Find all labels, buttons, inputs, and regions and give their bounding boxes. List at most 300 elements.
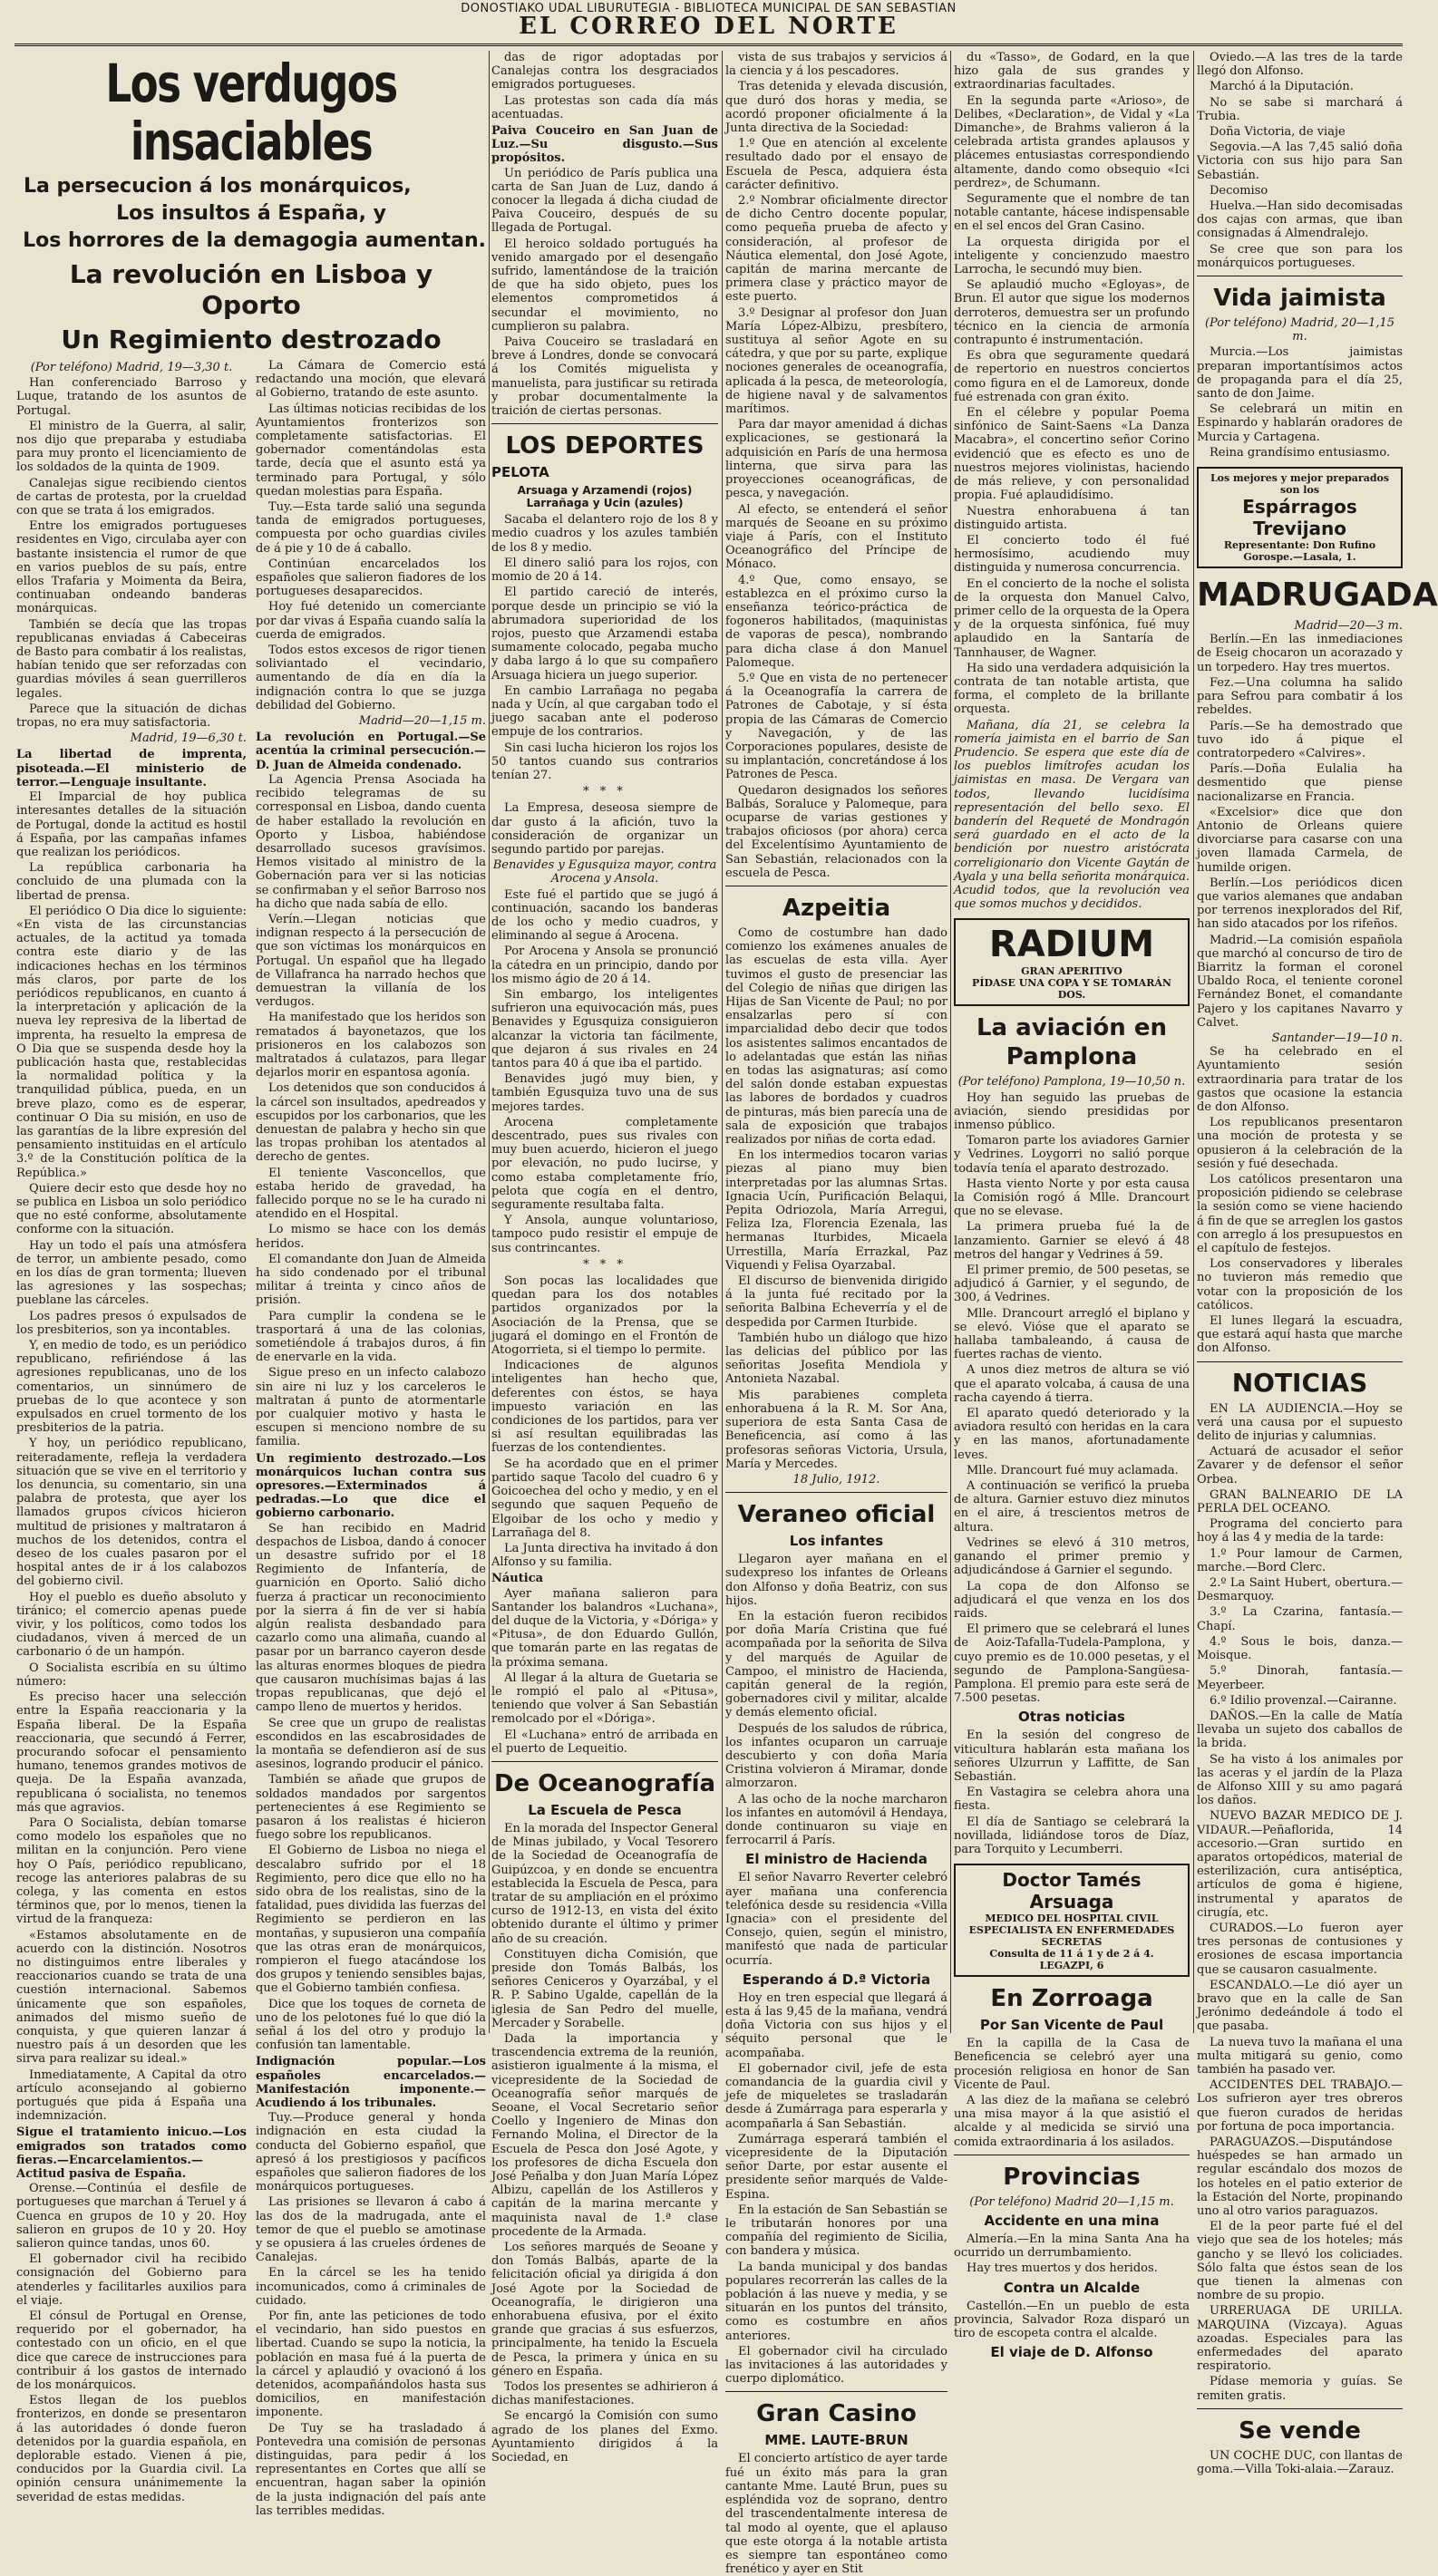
paragraph: El Imparcial de hoy publica interesantes detalles de la situación de Portugal, donde la actitud es hostil á España, por las campañas infames que realizan los periódicos.	[16, 790, 247, 859]
dateline: Madrid, 19—6,30 t.	[130, 731, 247, 746]
paragraph: La Junta directiva ha invitado á don Alfonso y su familia.	[491, 1541, 718, 1570]
masthead-rule	[15, 44, 1403, 46]
subheading: La revolución en Portugal.—Se acentúa la criminal persecución.—D. Juan de Almeida condenado.	[256, 731, 486, 772]
paragraph-group	[491, 1822, 718, 2465]
paragraph: Ha manifestado que los heridos son rematados á bayonetazos, que los prisioneros en los calabozos son maltratados á culatazos, para llegar dejarlos morir en espantosa agonía.	[256, 1011, 486, 1080]
paragraph: URRERUAGA DE URILLA. MARQUINA (Vizcaya). Aguas azoadas. Especiales para las enfermedades del aparato respiratorio.	[1197, 2304, 1403, 2374]
ad-line: Representante: Don Rufino Gorospe.—Lasala, 1.	[1223, 539, 1376, 564]
paragraph-group	[725, 51, 947, 880]
paragraph: CURADOS.—Lo fueron ayer tres personas de contusiones y erosiones de escasa importancia que se causaron casualmente.	[1197, 1921, 1403, 1977]
dateline: (Por teléfono) Madrid 20—1,15 m.	[969, 2194, 1174, 2209]
paragraph: Al efecto, se entenderá el señor marqués de Seoane en su próximo viaje á París, con el Instituto Oceanográfico del Príncipe de Mónaco.	[725, 502, 947, 572]
section-subtitle: Contra un Alcalde	[1003, 2279, 1141, 2296]
paragraph-group	[256, 773, 486, 1449]
paragraph: Sacaba el delantero rojo de los 8 y medio cuadros y los azules también de los 8 y medio.	[491, 513, 718, 555]
paragraph: Después de los saludos de rúbrica, los infantes ocuparon un carruaje descubierto y con doña María Cristina volvieron á Miramar, donde almorzaron.	[725, 1721, 947, 1791]
paragraph: Almería.—En la mina Santa Ana ha ocurrido un derrumbamiento.	[954, 2232, 1190, 2261]
lead-right-column	[256, 359, 486, 2520]
paragraph: La orquesta dirigida por el inteligente y concienzudo maestro Larrocha, le secundó muy bien.	[954, 235, 1190, 277]
paragraph: También se decía que las tropas republicanas enviadas á Cabeceiras de Basto para combatir á los realistas, habían tenido que ser reforzadas con guardias móviles á sean guerrilleros legales.	[16, 617, 247, 701]
paragraph: Murcia.—Los jaimistas preparan importantísimos actos de propaganda para el día 25, santo de don Jaime.	[1197, 345, 1403, 402]
section-title-madrugada: MADRUGADA	[1197, 576, 1438, 615]
subheading: Sigue el tratamiento inicuo.—Los emigrados son tratados como fieras.—Encarcelamientos.—Actitud pasiva de España.	[16, 2126, 247, 2181]
newspaper-title: EL CORREO DEL NORTE	[519, 13, 899, 40]
paragraph: EN LA AUDIENCIA.—Hoy se verá una causa por el supuesto delito de injurias y calumnias.	[1197, 1401, 1403, 1444]
paragraph: 6.º Idilio provenzal.—Cairanne.	[1210, 1693, 1397, 1708]
paragraph-group	[16, 376, 247, 730]
paragraph: Decomiso	[1210, 183, 1268, 198]
paragraph: La banda municipal y dos bandas populares recorrerán las calles de la población á las nueve y media, y se situarán en los puntos del tránsito, como es costumbre en años anteriores.	[725, 2260, 947, 2343]
paragraph: Es obra que seguramente quedará de repertorio en nuestros conciertos como figura en el de Lamoreux, donde fué estrenada con gran éxito.	[954, 349, 1190, 404]
paragraph: Berlín.—En las inmediaciones de Eseig chocaron un acorazado y un torpedero. Hay tres muertos.	[1197, 633, 1403, 674]
paragraph: Doña Victoria, de viaje	[1210, 125, 1346, 140]
section-subtitle: Por San Vicente de Paul	[979, 2017, 1164, 2034]
paragraph: Han conferenciado Barroso y Luque, tratando de los asuntos de Portugal.	[16, 376, 247, 418]
ad-title: RADIUM	[988, 924, 1155, 966]
section-subtitle-pelota: PELOTA	[491, 464, 549, 481]
paragraph: Y Ansola, aunque voluntarioso, tampoco pudo resistir el empuje de sus contrincantes.	[491, 1214, 718, 1255]
paragraph-group	[1197, 1402, 1403, 2403]
match-title: Benavides y Egusquiza mayor, contra Arocena y Ansola.	[492, 858, 717, 886]
paragraph: Arocena completamente descentrado, pues sus rivales con muy buen acuerdo, hicieron el juego por elevación, no pudo lucirse, y como estaba completamente frío, pelota que cogía en el dentro, seguramente resultaba falta.	[491, 1115, 718, 1213]
paragraph: La nueva tuvo la mañana el una multa mitigará su genio, como también ha pasado ver.	[1197, 2035, 1403, 2077]
subheading: Paiva Couceiro en San Juan de Luz.—Su disgusto.—Sus propósitos.	[491, 124, 718, 166]
paragraph: Se encargó la Comisión con sumo agrado de los planes del Exmo. Ayuntamiento dirigidos á la Sociedad, en	[491, 2409, 718, 2465]
section-title-zorroaga: En Zorroaga	[990, 1985, 1153, 2013]
paragraph: Los católicos presentaron una proposición pidiendo se celebrase la sesión como se viene haciendo á fin de que se arreglen los gastos con arreglo á los presupuestos en el capítulo de festejos.	[1197, 1173, 1403, 1256]
paragraph: Tuy.—Esta tarde salió una segunda tanda de emigrados portugueses, compuesta por ocho guardias civiles de á pie y 10 de á caballo.	[256, 500, 486, 556]
column-5	[1197, 51, 1438, 2477]
paragraph: Se cree que son para los monárquicos portugueses.	[1197, 242, 1403, 270]
section-title-se-vende: Se vende	[1239, 2416, 1361, 2445]
section-rule	[491, 423, 718, 424]
paragraph: La Agencia Prensa Asociada ha recibido telegramas de su corresponsal en Lisboa, dando cuenta de haber estallado la revolución en Oporto y Lisboa, habiéndose desarrollado sucesos gravísimos. Hemos visitado al ministro de la Gobernación para ver si las noticias se confirmaban y el señor Barroso nos ha dicho que nada sabía de ello.	[256, 772, 486, 911]
paragraph: Huelva.—Han sido decomisadas dos cajas con armas, que iban consignadas á Almendralejo.	[1197, 199, 1403, 241]
paragraph: Se ha visto á los animales por las aceras y el jardín de la Plaza de Alfonso XIII y su amo pagará los daños.	[1197, 1752, 1403, 1808]
paragraph: Zumárraga esperará también el vicepresidente de la Diputación señor Darte, por estar ausente el presidente señor marqués de Valde-Espina.	[725, 2132, 947, 2202]
paragraph: La copa de don Alfonso se adjudicará el que venza en los dos raids.	[954, 1579, 1190, 1621]
ad-line: LEGAZPI, 6	[1039, 1960, 1104, 1972]
paragraph: Tomaron parte los aviadores Garnier y Vedrines. Loygorri no salió porque todavía tenía el aparato destrozado.	[954, 1134, 1190, 1176]
paragraph: Llegaron ayer mañana en el sudexpreso los infantes de Orleans don Alfonso y doña Beatriz, con sus hijos.	[725, 1553, 947, 1608]
dateline: Madrid—20—1,15 m.	[358, 714, 486, 729]
paragraph: En la segunda parte «Arioso», de Delibes, «Declaration», de Vidal y «La Dimanche», de Brahms valieron á la celebrada artista grandes aplausos y plácemes entusiastas correspondiendo altamente, dando como obsequio «Ici perdrez», de Schumann.	[954, 93, 1190, 190]
masthead	[0, 0, 1417, 47]
paragraph: Benavides jugó muy bien, y también Egusquiza tuvo una de sus mejores tardes.	[491, 1072, 718, 1114]
paragraph: DAÑOS.—En la calle de Matía llevaba un sujeto dos caballos de la brida.	[1197, 1709, 1403, 1751]
paragraph-group	[1197, 51, 1403, 270]
paragraph: A continuación se verificó la prueba de altura. Garnier estuvo diez minutos en el aire, á trescientos metros de altura.	[954, 1479, 1190, 1535]
paragraph: Vedrines se elevó á 310 metros, ganando el primer premio y adjudicándose á Garnier el segundo.	[954, 1535, 1190, 1578]
paragraph: Verín.—Llegan noticias que indignan respecto á la persecución de que son víctimas los monárquicos en Portugal. Un español que ha llegado de Villafranca ha narrado hechos que demuestran la villanía de los verdugos.	[256, 912, 486, 1010]
paragraph: Inmediatamente, A Capital da otro artículo aconsejando al gobierno portugués que pida á España una indemnización.	[16, 2068, 247, 2124]
paragraph: 2.º La Saint Hubert, obertura.—Desmarquoy.	[1197, 1576, 1403, 1604]
paragraph: Castellón.—En un pueblo de esta provincia, Salvador Roza disparó un tiro de escopeta contra el alcalde.	[954, 2299, 1190, 2340]
paragraph: Es preciso hacer una selección entre la España reaccionaria y la España liberal. De la España reaccionaria, que secundó á Ferrer, procurando sofocar el pensamiento humano, tenemos grandes motivos de queja. De la España avanzada, republicana ó socialista, no tenemos más que agravios.	[16, 1690, 247, 1815]
section-subtitle: Los infantes	[789, 1533, 884, 1550]
paragraph: El periódico O Dia dice lo siguiente: «En vista de las circunstancias actuales, de la actitud ya tomada contra este diario y de las indicaciones hechas en los términos más claros, por parte de los periódicos republicanos, en cuanto á la interpretación y aplicación de la nueva ley represiva de la libertad de imprenta, ha resuelto la empresa de O Dia que se suspenda desde hoy la publicación hasta que, restablecidas la normalidad política y la tranquilidad pública, pueda, en un breve plazo, como es de esperar, continuar O Dia su misión, en uso de las garantías de la libre expresión del pensamiento instituidas en el artículo 3.º de la Constitución política de la República.»	[16, 904, 247, 1180]
paragraph: Se cree que un grupo de realistas escondidos en las escabrosidades de la montaña se defendieron así de sus asesinos, logrando producir el pánico.	[256, 1716, 486, 1772]
paragraph: «Excelsior» dice que don Antonio de Orleans quiere divorciarse para casarse con una joven llamada Carmela, de humilde origen.	[1197, 805, 1403, 875]
paragraph: En la cárcel se les ha tenido incomunicados, como á criminales de cuidado.	[256, 2266, 486, 2308]
paragraph-group	[16, 790, 247, 2123]
paragraph: El concierto artístico de ayer tarde fué un éxito más para la gran cantante Mme. Lauté Brun, pues su espléndida voz de soprano, dentro del trascendentalmente interesa de tal modo al oyente, que el aplauso que este otorga á la notable artista es siempre tan espontáneo como frenético y ayer en Stit	[725, 2452, 947, 2576]
section-title-provincias: Provincias	[1003, 2163, 1141, 2191]
paragraph: Nuestra enhorabuena á tan distinguido artista.	[954, 504, 1190, 532]
section-subtitle: Accidente en una mina	[984, 2212, 1160, 2229]
paragraph: El comandante don Juan de Almeida ha sido condenado por el tribunal militar á treinta y cinco años de prisión.	[256, 1252, 486, 1308]
section-rule	[491, 1761, 718, 1762]
paragraph: 3.º La Czarina, fantasía.—Chapí.	[1197, 1605, 1403, 1633]
paragraph: Y, en medio de todo, es un periódico republicano, refiriéndose á las agresiones republicanas, uno de los comentarios, un sinnúmero de pruebas de lo que acontece y son expulsados en cruel tormento de los presbiterios de la patria.	[16, 1339, 247, 1436]
paragraph: No se sabe si marchará á Trubia.	[1197, 95, 1403, 123]
paragraph: ACCIDENTES DEL TRABAJO.—Los sufrieron ayer tres obreros que fueron curados de heridas por fortuna de poca importancia.	[1197, 2078, 1403, 2134]
paragraph-group	[256, 2111, 486, 2518]
paragraph: El señor Navarro Reverter celebró ayer mañana una conferencia telefónica desde su residencia «Villa Ignacia» con el presidente del Consejo, quien, según el ministro, manifestó que nada de particular ocurría.	[725, 1871, 947, 1968]
separator: * * *	[583, 785, 627, 799]
paragraph-group	[491, 51, 718, 121]
ad-title: Doctor Tamés Arsuaga	[1002, 1869, 1142, 1913]
subheading: Indignación popular.—Los españoles encarcelados.—Manifestación imponente.—Acudiendo á los tribunales.	[256, 2055, 486, 2110]
paragraph: En el célebre y popular Poema sinfónico de Saint-Saens «La Danza Macabra», el concertino señor Corino evidenció que es efecto es uno de nuestros mejores violinistas, haciendo de más relieve, y con personalidad propia. Fué aplaudidísimo.	[954, 406, 1190, 503]
paragraph: Se ha acordado que en el primer partido saque Tacolo del cuadro 6 y Goicoechea del ocho y medio, y en el segundo que saquen Pequeño de Elgoibar de los ocho y medio y Larrañaga del 8.	[491, 1457, 718, 1540]
paragraph: Dice que los toques de corneta de uno de los pelotones fué lo que dió la señal á los del otro y produjo la confusión tan lamentable.	[256, 1997, 486, 2053]
paragraph-group	[725, 2452, 947, 2576]
ad-line: Consulta de 11 á 1 y de 2 á 4.	[989, 1948, 1154, 1961]
column-4	[954, 51, 1190, 2361]
paragraph: Fez.—Una columna ha salido para Sefrou para combatir á los rebeldes.	[1197, 675, 1403, 718]
paragraph: Actuará de acusador el señor Zavarer y de defensor el señor Orbea.	[1197, 1445, 1403, 1487]
paragraph: Orense.—Continúa el desfile de portugueses que marchan á Teruel y á Cuenca en grupos de 10 y 20. Hoy salieron en grupos de 10 y 20. Hoy salieron quince tandas, unos 60.	[16, 2182, 247, 2252]
paragraph: Las protestas son cada día más acentuadas.	[491, 93, 718, 121]
paragraph: Ha sido una verdadera adquisición la contrata de tan notable artista, que forma, el completo de la brillante orquesta.	[954, 661, 1190, 717]
lead-headline: Los verdugos insaciables	[105, 53, 397, 172]
paragraph: La Empresa, deseosa siempre de dar gusto á la afición, tuvo la consideración de organizar un segundo partido por parejas.	[491, 801, 718, 857]
paragraph: De Tuy se ha trasladado á Pontevedra una comisión de personas distinguidas, para pedir á los representantes en Cortes que allí se encuentran, hagan saber la opinión de la justa indignación del país ante las terribles medidas.	[256, 2421, 486, 2518]
paragraph: Se celebrará un mitin en Espinardo y hablarán oradores de Murcia y Cartagena.	[1197, 402, 1403, 444]
paragraph: Para dar mayor amenidad á dichas explicaciones, se gestionará la adquisición en París de una hermosa linterna, que sirva para las proyecciones oceanográficas, de pesca, y navegación.	[725, 418, 947, 501]
paragraph: Las prisiones se llevaron á cabo á las dos de la madrugada, ante el temor de que el pueblo se amotinase y se opusiera á las crueles órdenes de Canalejas.	[256, 2195, 486, 2265]
esparragos-advertisement	[1197, 467, 1403, 568]
paragraph: Oviedo.—A las tres de la tarde llegó don Alfonso.	[1197, 51, 1403, 79]
paragraph: El dinero salió para los rojos, con momio de 20 á 14.	[491, 556, 718, 585]
match-title: Arsuaga y Arzamendi (rojos) Larrañaga y Ucin (azules)	[517, 484, 693, 510]
paragraph: Por Arocena y Ansola se pronunció la cátedra en un principio, dando por los mismo ágio de 20 á 14.	[491, 944, 718, 986]
paragraph: 1.º Que en atención al excelente resultado dado por el ensayo de Escuela de Pesca, adquiera ésta carácter definitivo.	[725, 137, 947, 192]
doctor-advertisement	[954, 1864, 1190, 1977]
paragraph: Reina grandísimo entusiasmo.	[1210, 445, 1391, 460]
paragraph: El primero que se celebrará el lunes de Aoiz-Tafalla-Tudela-Pamplona, y cuyo premio es de 10.000 pesetas, y el segundo de Pamplona-Sangüesa-Pamplona. El premio para este será de 7.500 pesetas.	[954, 1622, 1190, 1706]
paragraph-group	[954, 2300, 1190, 2341]
section-subtitle: Otras noticias	[1018, 1709, 1125, 1726]
paragraph: das de rigor adoptadas por Canalejas contra los desgraciados emigrados portugueses.	[491, 51, 718, 92]
paragraph: Quiere decir esto que desde hoy no se publica en Lisboa un solo periódico que no esté conforme, absolutamente conforme con la situación.	[16, 1181, 247, 1237]
paragraph: Paiva Couceiro se trasladará en breve á Londres, donde se convocará á los Comités miguelista y manuelista, para justificar su retirada y probar documentalmente la traición de ciertas personas.	[491, 335, 718, 419]
paragraph: Marchó á la Diputación.	[1210, 80, 1354, 94]
section-subtitle: MME. LAUTE-BRUN	[764, 2432, 908, 2449]
paragraph-group	[954, 1091, 1190, 1706]
paragraph: La Cámara de Comercio está redactando una moción, que elevará al Gobierno, tratando de este asunto.	[256, 359, 486, 401]
section-title-noticias: NOTICIAS	[1231, 1367, 1368, 1398]
ad-title: Espárragos Trevijano	[1242, 496, 1357, 540]
paragraph: En la estación de San Sebastián se le tributarán honores por una compañía del regimiento de Sicilia, con bandera y música.	[725, 2203, 947, 2259]
section-subtitle: Esperando á D.ª Victoria	[742, 1971, 931, 1988]
paragraph: ESCANDALO.—Le dió ayer un bravo que en la calle de San Jerónimo dedeándole á todo el que pasaba.	[1197, 1978, 1403, 2034]
ad-line: ESPECIALISTA EN ENFERMEDADES SECRETAS	[968, 1924, 1175, 1949]
section-subtitle: El ministro de Hacienda	[745, 1851, 928, 1868]
paragraph: 3.º Designar al profesor don Juan María López-Albizu, presbítero, sustituya al señor Agote en su cátedra, y que por su parte, explique nociones generales de oceanografía, aplicada á la pesca, de meteorología, de higiene naval y de salvamentos marítimos.	[725, 305, 947, 417]
paragraph: 4.º Que, como ensayo, se establezca en el próximo curso la enseñanza teórico-práctica de fogoneros habilitados, (maquinistas de vaporas de pesca), nombrando para dicha clase á don Manuel Palomeque.	[725, 573, 947, 670]
paragraph-group	[725, 926, 947, 1471]
paragraph: El de la peor parte fué el del viejo que sea de los hoteles; más gancho y se llevó los coliciades. Sólo falta que éstos sean de los que tienen la almenas con nombre de su propio.	[1197, 2220, 1403, 2303]
paragraph: A unos diez metros de altura se vió que el aparato volcaba, á causa de una racha cayendo á tierra.	[954, 1363, 1190, 1405]
paragraph: Entre los emigrados portugueses residentes en Vigo, circulaba ayer con bastante insistencia el rumor de que en varios pueblos de su país, entre ellos Trafaria y Moimenta da Beira, continuaban ondeando banderas monárquicas.	[16, 519, 247, 616]
section-subtitle: La Escuela de Pesca	[528, 1801, 682, 1818]
paragraph: También hubo un diálogo que hizo las delicias del público por las señoritas Josefita Mendiola y Antonieta Nazabal.	[725, 1331, 947, 1387]
paragraph: vista de sus trabajos y servicios á la ciencia y á los pescadores.	[725, 51, 947, 79]
dateline: (Por teléfono) Pamplona, 19—10,50 n.	[957, 1075, 1186, 1089]
paragraph: Pídase memoria y guías. Se remiten gratis.	[1197, 2375, 1403, 2403]
paragraph: Continúan encarcelados los españoles que salieron fiadores de los portugueses desaparecidos.	[256, 557, 486, 599]
paragraph: «Estamos absolutamente en de acuerdo con la distinción. Nosotros no distinguimos entre liberales y reaccionarios cuando se trata de una cuestión internacional. Sabemos únicamente que son españoles, animados del mismo sueño de conquista, y que quieren lanzar á nuestro país á un desorden que les sirva para realizar su ideal.»	[16, 1928, 247, 2067]
section-rule	[1197, 2408, 1403, 2409]
column-2	[491, 51, 718, 2465]
paragraph: El gobernador civil ha circulado las invitaciones á las autoridades y cuerpo diplomático.	[725, 2344, 947, 2387]
paragraph-group	[491, 167, 718, 419]
radium-advertisement	[954, 918, 1190, 1006]
dateline: Santander—19—10 n.	[1271, 1031, 1403, 1045]
paragraph: Los conservadores y liberales no tuvieron más remedio que votar con la proposición de los católicos.	[1197, 1257, 1403, 1312]
jaimista-announcement: Mañana, día 21, se celebra la romería jaimista en el barrio de San Prudencio. Se espera que este día de los pueblos limítrofes acudan los jaimistas en masa. De Vergara van todos, llevando lucidísima representación del bello sexo. El banderín del Requeté de Mondragón será guardado en el acto de la bendición por nuestro aristócrata correligionario don Vicente Gaytán de Ayala y una bella señorita monárquica. Acudid todos, que la revolución vea que somos muchos y decididos.	[954, 718, 1190, 912]
paragraph-group	[954, 2037, 1190, 2149]
paragraph: A las diez de la mañana se celebró una misa mayor á la que asistió el alcalde y al medicida se sirvió una comida extraordinaria á los asilados.	[954, 2093, 1190, 2149]
paragraph-group	[16, 2182, 247, 2504]
paragraph: El concierto todo él fué hermosísimo, acudiendo muy distinguida y numerosa concurrencia.	[954, 533, 1190, 576]
subheading: La libertad de imprenta, pisoteada.—El ministerio de terror.—Lenguaje insultante.	[16, 748, 247, 789]
paragraph: En el concierto de la noche el solista de la orquesta don Manuel Calvo, primer cello de la orquesta de la Opera y de la orquesta sinfónica, fué muy aplaudido en la Santaría de Tannhauser, de Wagner.	[954, 576, 1190, 660]
column-rule	[489, 51, 490, 2033]
section-title-casino: Gran Casino	[756, 2400, 917, 2428]
paragraph: Sigue preso en un infecto calabozo sin aire ni luz y los carceleros le maltratan á punto de atormentarle por cualquier motivo y hasta le escupen si menciono nombre de su familia.	[256, 1366, 486, 1449]
paragraph: También se añade que grupos de soldados mandados por sargentos pertenecientes á ese Regimiento se pasaron á los realistas é hicieron fuego sobre los republicanos.	[256, 1773, 486, 1843]
dateline: (Por teléfono) Madrid, 20—1,15 m.	[1204, 316, 1395, 344]
paragraph: Parece que la situación de dichas tropas, no era muy satisfactoria.	[16, 702, 247, 731]
section-title-oceanografia: De Oceanografía	[493, 1769, 716, 1797]
section-rule	[725, 1492, 947, 1493]
paragraph: GRAN BALNEARIO DE LA PERLA DEL OCEANO.	[1197, 1487, 1403, 1516]
paragraph-group	[491, 1274, 718, 1569]
paragraph: A las ocho de la noche marcharon los infantes en automóvil á Hendaya, donde continuaron su viaje en ferrocarril á París.	[725, 1792, 947, 1848]
ad-line: GRAN APERITIVO	[1021, 965, 1122, 978]
paragraph: Por fin, ante las peticiones de todo el vecindario, han sido puestos en libertad. Cuando se supo la noticia, la población en masa fué á la puerta de la cárcel y aplaudió y ovacionó á los detenidos, acompañándolos hasta sus domicilios, en manifestación imponente.	[256, 2310, 486, 2420]
paragraph: Este fué el partido que se jugó á continuación, sacando los banderas de los ocho y medio cuadros, y eliminando al segue á Arocena.	[491, 887, 718, 944]
paragraph-group	[954, 1729, 1190, 1856]
column-3	[725, 51, 948, 2576]
paragraph: 5.º Dinorah, fantasía.—Meyerbeer.	[1197, 1664, 1403, 1692]
paragraph: El aparato quedó deteriorado y la aviadora resultó con heridas en la cara y en las manos, afortunadamente leves.	[954, 1407, 1190, 1462]
paragraph-group	[725, 1871, 947, 1967]
paragraph: Para cumplir la condena se le trasportará á una de las colonias, sometiéndole á trabajos duros, á fin de enervarle en la vida.	[256, 1309, 486, 1365]
paragraph: En la morada del Inspector General de Minas jubilado, y Vocal Tesorero de la Sociedad de Oceanografía de Guipúzcoa, y en donde se encuentra establecida la Escuela de Pesca, para tratar de su ampliación en el próximo curso de 1912-13, en vista del éxito obtenido durante el último y primer año de su creación.	[491, 1821, 718, 1946]
paragraph: Sin embargo, los inteligentes sufrieron una equivocación más, pues Benavides y Egusquiza consiguieron alcanzar la victoria tan fácilmente, que dejaron á sus rivales en 24 tantos para 40 á que iba el partido.	[491, 987, 718, 1070]
paragraph: O Socialista escribía en su último número:	[16, 1661, 247, 1689]
paragraph-group	[954, 51, 1190, 717]
section-rule	[1197, 1361, 1403, 1362]
paragraph: El «Luchana» entró de arribada en el puerto de Lequeitio.	[491, 1728, 718, 1756]
paragraph: Al llegar á la altura de Guetaria se le rompió el palo al «Pitusa», teniendo que volver á San Sebastián remolcado por el «Dóriga».	[491, 1671, 718, 1727]
section-subtitle: El viaje de D. Alfonso	[990, 2344, 1153, 2361]
paragraph: Mlle. Drancourt arregló el biplano y se elevó. Vióse que el aparato se hallaba tambaleando, á causa de fuertes rachas de viento.	[954, 1306, 1190, 1362]
paragraph: Hasta viento Norte y por esta causa la Comisión rogó á Mlle. Drancourt que no se elevase.	[954, 1177, 1190, 1219]
ad-line: MEDICO DEL HOSPITAL CIVIL	[985, 1913, 1159, 1925]
paragraph: Como de costumbre han dado comienzo los exámenes anuales de las escuelas de esta villa. Ayer tuvimos el gusto de presenciar las del Colegio de niñas que dirigen las Hijas de San Vicente de Paul; no por ensalzarlas pero sí con imparcialidad debo decir que todos los asistentes salimos encantados de lo adelantadas que están las niñas en todas las asignaturas; así como del salón donde estaban expuestas las labores de bordados y cuadros de pinturas, más bien parecía una de sala de exposición que trabajos realizados por niñas de corta edad.	[725, 925, 948, 1148]
paragraph-group	[256, 1522, 486, 2053]
paragraph: Los detenidos que son conducidos á la cárcel son insultados, apedreados y escupidos por los carbonarios, que les denuestan de palabra y hecho sin que las tropas prohiban los atentados al derecho de gentes.	[256, 1081, 486, 1165]
paragraph: Las últimas noticias recibidas de los Ayuntamientos fronterizos son completamente satisfactorias. El gobernador comentándolas esta tarde, decía que el asunto está ya terminado para Portugal, y sólo quedan molestias para España.	[256, 402, 486, 499]
paragraph: En la sesión del congreso de viticultura hablarán esta mañana los señores Ulzurrun y Laffitte, de San Sebastián.	[954, 1729, 1190, 1784]
paragraph: Ayer mañana salieron para Santander los balandros «Luchana», del duque de la Victoria, y «Dóriga» y «Pitusa», de don Eduardo Gullón, que tomarán parte en las regatas de la próxima semana.	[491, 1586, 718, 1670]
paragraph: 5.º Que en vista de no pertenecer á la Oceanografía la carrera de Patrones de Cabotaje, y sí ésta propia de las Cámaras de Comercio y Navegación, y de las Corporaciones populares, desiste de su implantación, concretándose á los Patrones de Pesca.	[725, 671, 947, 782]
dateline: 18 Julio, 1912.	[792, 1472, 880, 1487]
paragraph: El Gobierno de Lisboa no niega el descalabro sufrido por el 18 Regimiento, pero dice que ello no ha sido obra de los realistas, sino de la fatalidad, pues dividida las fuerzas del Regimiento se perdieron en las montañas, y supusieron una compañía que las otras eran de monárquicos, rompieron el fuego atacándose los dos grupos y teniendo sensibles bajas, que el Gobierno también confiesa.	[256, 1844, 486, 1996]
paragraph: En la estación fueron recibidos por doña María Cristina que fué acompañada por la señorita de Silva y del marqués de Aguilar de Campoo, el ministro de Hacienda, capitán general de la región, gobernadores civil y militar, alcalde y demás elemento oficial.	[725, 1609, 947, 1720]
lead-left-column	[16, 359, 247, 2520]
paragraph: Mis parabienes completa enhorabuena á la R. M. Sor Ana, superiora de esta Santa Casa de Beneficencia, así como á las profesoras señoras Victoria, Ursula, María y Mercedes.	[725, 1388, 947, 1471]
paragraph: Indicaciones de algunos inteligentes han hecho que, deferentes con éstos, se haya impuesto variación en las condiciones de los partidos, para ver si así resultan equilibradas las fuerzas de los contendientes.	[491, 1359, 718, 1456]
paragraph: Tuy.—Produce general y honda indignación en esta ciudad la conducta del Gobierno español, que apresó á los prestigiosos y pacíficos españoles que salieron fiadores de los monárquicos portugueses.	[256, 2111, 486, 2194]
subheading: Náutica	[491, 1572, 544, 1586]
paragraph: Hoy en tren especial que llegará á esta á las 9,45 de la mañana, vendrá doña Victoria con sus hijos y el séquito personal que le acompañaba.	[725, 1990, 947, 2060]
paragraph-group	[491, 801, 718, 857]
paragraph: Hoy el pueblo es dueño absoluto y tiránico; el comercio apenas puede vivir, y los políticos, como todos los ciudadanos, viven á merced de un carbonario ó de un hampón.	[16, 1590, 247, 1660]
paragraph: Tras detenida y elevada discusión, que duró dos horas y media, se acordó proponer oficialmente á la Junta directiva de la Sociedad:	[725, 80, 947, 136]
paragraph: París.—Doña Eulalia ha desmentido que piense nacionalizarse en Francia.	[1197, 762, 1403, 804]
paragraph: Hoy fué detenido un comerciante por dar vivas á España cuando salía la cuerda de emigrados.	[256, 600, 486, 642]
paragraph: Sin casi lucha hicieron los rojos los 50 tantos cuando sus contrarios tenían 27.	[491, 741, 718, 782]
paragraph: París.—Se ha demostrado que tuvo ido á pique el contratorpedero «Calvires».	[1197, 719, 1403, 760]
paragraph: Programa del concierto para hoy á las 4 y media de la tarde:	[1197, 1517, 1403, 1545]
paragraph: Estos llegan de los pueblos fronterizos, en donde se presentaron á las autoridades ó donde fueron detenidos por la guardia española, en deplorable estado. Vienen á pie, conducidos por la Guardia civil. La opinión censura unánimemente la severidad de estas medidas.	[16, 2394, 247, 2504]
paragraph: El cónsul de Portugal en Orense, requerido por el gobernador, ha contestado con un oficio, en el que dice que carece de instrucciones para contribuir á los gastos de internado de los monárquicos.	[16, 2310, 247, 2393]
paragraph: Quedaron designados los señores Balbás, Soraluce y Palomeque, para ocuparse de varias gestiones y trabajos oficiosos (por ahora) cerca del Excelentísimo Ayuntamiento de San Sebastián, relacionados con la escuela de Pesca.	[725, 783, 947, 880]
paragraph-group	[725, 1991, 947, 2387]
paragraph-group	[491, 1587, 718, 1756]
paragraph: El discurso de bienvenida dirigido á la junta fué recitado por la señorita Balbina Echeverría y el de despedida por Carmen Iturbide.	[725, 1274, 947, 1330]
section-title-veraneo: Veraneo oficial	[737, 1501, 936, 1529]
paragraph-group	[1197, 633, 1403, 1030]
paragraph: Seguramente que el nombre de tan notable cantante, hácese indispensable en el sel encos del Gran Casino.	[954, 192, 1190, 234]
paragraph-group	[491, 888, 718, 1255]
paragraph: Son pocas las localidades que quedan para los dos notables partidos organizados por la Asociación de la Prensa, que se jugará el domingo en el Frontón de Atogorrieta, si el tiempo lo permite.	[491, 1274, 718, 1358]
paragraph: El gobernador civil ha recibido consignación del Gobierno para atenderles y facilitarles auxilios para el viaje.	[16, 2252, 247, 2308]
section-title-aviacion: La aviación en Pamplona	[976, 1014, 1167, 1071]
paragraph-group	[1197, 1045, 1403, 1355]
paragraph: 2.º Nombrar oficialmente director de dicho Centro docente popular, como pequeña prueba de afecto y consideración, al profesor de Náutica elemental, don José Agote, capitán de marina mercante de primera clase y práctico mayor de este puerto.	[725, 194, 947, 305]
paragraph: En la capilla de la Casa de Beneficencia se celebró ayer una procesión religiosa en honor de San Vicente de Paul.	[954, 2037, 1190, 2092]
lead-headline-2: La revolución en Lisboa y Oporto	[69, 259, 433, 320]
paragraph: El heroico soldado portugués ha venido amargado por el desengaño sufrido, lamentándose de la traición de que ha sido objeto, pues los elementos comprometidos á secundar el movimiento, no cumplieron su palabra.	[491, 237, 718, 334]
paragraph: El primer premio, de 500 pesetas, se adjudicó á Garnier, y el segundo, de 300, á Vedrines.	[954, 1264, 1190, 1305]
paragraph: Lo mismo se hace con los demás heridos.	[256, 1223, 486, 1251]
paragraph: Madrid.—La comisión española que marchó al concurso de tiro de Biarritz la forman el coronel Ubaldo Roca, el teniente coronel Fernández Bonet, el comandante Pajero y los capitanes Navarro y Calvet.	[1197, 933, 1403, 1030]
paragraph: El ministro de la Guerra, al salir, nos dijo que preparaba y estudiaba para muy pronto el licenciamiento de los soldados de la quinta de 1909.	[16, 419, 247, 475]
column-rule	[950, 51, 951, 2033]
paragraph: Todos estos excesos de rigor tienen soliviantado el vecindario, aumentando de día en día la indignación contra lo que se juzga debilidad del Gobierno.	[256, 644, 486, 712]
paragraph-group	[1197, 345, 1403, 460]
paragraph: En los intermedios tocaron varias piezas al piano muy bien interpretadas por las alumnas Srtas. Ignacia Ucín, Purificación Belaqui, Pepita Odriozola, María Arregui, Feliza Iza, Florencia Ezenala, las hermanas Iturbides, Micaela Urrestilla, María Errazkal, Paz Viquendi y Felisa Oyarzabal.	[725, 1148, 947, 1273]
section-title-deportes: LOS DEPORTES	[505, 432, 704, 460]
paragraph: Constituyen dicha Comisión, que preside don Tomás Balbás, los señores Ceniceros y Oyarzábal, y el R. P. Sabino Ugalde, capellán de la iglesia de San Pedro del muelle, Mercader y Sorabelle.	[491, 1947, 718, 2030]
paragraph: El día de Santiago se celebrará la novillada, lidiándose toros de Díaz, para Torquito y Lecumberri.	[954, 1815, 1190, 1856]
paragraph: Hay tres muertos y dos heridos.	[967, 2261, 1158, 2276]
paragraph: Segovia.—A las 7,45 salió doña Victoria con sus hijo para San Sebastián.	[1197, 140, 1403, 182]
paragraph: Un periódico de París publica una carta de San Juan de Luz, dando á conocer la llegada á dicha ciudad de Paiva Couceiro, después de su llegada de Portugal.	[491, 166, 718, 236]
paragraph: Hay un todo el país una atmósfera de terror, un ambiente pesado, como en los días de gran tormenta; llueven las agresiones y las sospechas; pueblane las cárceles.	[16, 1238, 247, 1308]
paragraph-group	[725, 1553, 947, 1847]
paragraph: El teniente Vasconcellos, que estaba herido de gravedad, ha fallecido porque no se le ha curado ni atendido en el Hospital.	[256, 1166, 486, 1222]
lead-subheadline-2: Los insultos á España, y	[116, 202, 386, 225]
classified-text: UN COCHE DUC, con llantas de goma.—Villa Toki-alaia.—Zarauz.	[1197, 2448, 1403, 2477]
paragraph: Los padres presos ó expulsados de los presbiterios, son ya incontables.	[16, 1309, 247, 1337]
paragraph: Se han recibido en Madrid despachos de Lisboa, dando á conocer un desastre sufrido por el 18 Regimiento de Infantería, de guarnición en Oporto. Salió dicho fuerza á practicar un reconocimiento por la sierra á fin de ver si había algún realista desbandado para cazarlo como una alimaña, cuando al pasar por un barranco cayeron desde las alturas enormes bloques de piedra que causaron muchísimas bajas á las tropas republicanas, que dejó el campo lleno de muertos y heridos.	[256, 1521, 486, 1715]
paragraph-group	[491, 513, 718, 782]
lead-headline-3: Un Regimiento destrozado	[61, 324, 442, 354]
paragraph-group	[256, 359, 486, 712]
paragraph: Para O Socialista, debían tomarse como modelo los españoles que no militan en la conjunción. Pero viene hoy O País, periódico republicano, recoge las anteriores palabras de su colega, y las comenta en estos términos que, por lo menos, tienen la virtud de la franqueza:	[16, 1816, 247, 1927]
paragraph: El lunes llegará la escuadra, que estará aquí hasta que marche don Alfonso.	[1197, 1314, 1403, 1356]
ad-line: Los mejores y mejor preparados son los	[1210, 472, 1390, 497]
lead-subheadline-1: La persecucion á los monárquicos,	[24, 175, 412, 198]
section-rule	[725, 2391, 947, 2392]
paragraph: Hoy han seguido las pruebas de aviación, siendo presididas por inmenso público.	[954, 1090, 1190, 1132]
paragraph: El gobernador civil, jefe de esta comandancia de la guardia civil y jefe de miqueletes se trasladarán desde á Zumárraga para esperarla y acompañarla á San Sebastián.	[725, 2061, 947, 2131]
paragraph: du «Tasso», de Godard, en la que hizo gala de sus grandes y extraordinarias facultades.	[954, 51, 1190, 92]
paragraph: En cambio Larrañaga no pegaba nada y Ucín, al que cargaban todo el juego sacaban ante el poderoso empuje de los contrarios.	[491, 683, 718, 740]
dateline: Madrid—20—3 m.	[1294, 619, 1403, 634]
paragraph: 1.º Pour lamour de Carmen, marche.—Bord Clerc.	[1197, 1546, 1403, 1574]
paragraph: Los republicanos presentaron una moción de protesta y se opusieron á la celebración de la sesión y fué desechada.	[1197, 1116, 1403, 1171]
section-title-azpeitia: Azpeitia	[782, 894, 891, 922]
paragraph: PARAGUAZOS.—Disputándose huéspedes se han armado un regular escándalo dos mozos de los hoteles en el patio exterior de la Estación del Norte, propinando uno al otro varios paraguazos.	[1197, 2135, 1403, 2219]
paragraph: Y hoy, un periódico republicano, reiteradamente, refleja la verdadera situación que se vive en el territorio y los denuncia, su comentario, sin una palabra de protesta, que ayer los llamados grupos cívicos hicieron multitud de prisiones y maltrataron á muchos de los detenidos, contra el deseo de los cuales pasaron por el hospital antes de ir á los calabozos del gobierno civil.	[16, 1437, 247, 1589]
paragraph: Dada la importancia y trascendencia extrema de la reunión, asistieron igualmente á la misma, el vicepresidente de la Sociedad de Oceanografía señor marqués de Seoane, el Vocal Secretario señor Coello y Ingeniero de Minas don Fernando Molina, el Director de la Escuela de Pesca don José Agote, y los profesores de dicha Escuela don José Peñalba y don Juan María López Albizu, capellán de los Astilleros y capitán de la marina mercante y maquinista naval de 1.ª clase procedente de la Armada.	[491, 2032, 718, 2239]
paragraph: El partido careció de interés, porque desde un principio se vió la abrumadora superioridad de los rojos, puesto que Arzamendi estaba sumamente colocado, pegaba mucho y daba largo á lo que su compañero Arsuaga hiciera un juego superior.	[491, 586, 718, 683]
paragraph: Se aplaudió mucho «Egloyas», de Brun. El autor que sigue los modernos derroteros, demuestra ser un profundo técnico en la ciencia de armonía contrapunto é instrumentación.	[954, 278, 1190, 348]
lead-subheadline-3: Los horrores de la demagogia aumentan.	[23, 229, 486, 252]
separator: * * *	[583, 1257, 627, 1272]
ad-line: PÍDASE UNA COPA Y SE TOMARÁN DOS.	[972, 977, 1171, 1002]
library-credit: DONOSTIAKO UDAL LIBURUTEGIA - BIBLIOTECA MUNICIPAL DE SAN SEBASTIAN	[461, 2, 957, 15]
paragraph: Se ha celebrado en el Ayuntamiento sesión extraordinaria para tratar de los gastos que ocasione la estancia de don Alfonso.	[1197, 1045, 1403, 1114]
column-rule	[722, 51, 723, 2033]
paragraph: Los señores marqués de Seoane y don Tomás Balbás, aparte de la felicitación oficial ya dirigida á don José Agote por la Sociedad de Oceanografía, le dirigieron una enhorabuena efusiva, por el éxito grande que gracias á sus esfuerzos, principalmente, ha tenido la Escuela de Pesca, la primera y única en su género en España.	[491, 2241, 718, 2378]
paragraph: NUEVO BAZAR MEDICO DE J. VIDAUR.—Peñaflorida, 14 accesorio.—Gran surtido en aparatos ortopédicos, material de esterilización, cura antiséptica, artículos de goma é higiene, instrumental y aparatos de cirugía, etc.	[1197, 1809, 1403, 1920]
paragraph: Mlle. Drancourt fué muy aclamada.	[967, 1463, 1179, 1477]
paragraph: Berlín.—Los periódicos dicen que varios alemanes que andaban por terrenos inexplorados del Rif, han sido atacados por los rifeños.	[1197, 876, 1403, 932]
paragraph: 4.º Sous le bois, danza.—Moisque.	[1197, 1634, 1403, 1663]
paragraph: En Vastagira se celebra ahora una fiesta.	[954, 1786, 1190, 1814]
lead-article	[16, 51, 486, 2518]
paragraph: Canalejas sigue recibiendo cientos de cartas de protesta, por la crueldad con que se trata á los emigrados.	[16, 476, 247, 518]
paragraph-group	[954, 2232, 1190, 2276]
paragraph: Todos los presentes se adhirieron á dichas manifestaciones.	[491, 2380, 718, 2408]
subheading: Un regimiento destrozado.—Los monárquicos luchan contra sus opresores.—Exterminados á pedradas.—Lo que dice el gobierno carbonario.	[256, 1451, 486, 1521]
section-title-jaimista: Vida jaimista	[1213, 285, 1386, 313]
column-rule	[1193, 51, 1194, 2033]
dateline: (Por teléfono) Madrid, 19—3,30 t.	[30, 361, 233, 374]
paragraph: La primera prueba fué la de lanzamiento. Garnier se elevó á 48 metros del hangar y Vedrines á 59.	[954, 1220, 1190, 1262]
paragraph: La república carbonaria ha concluido de una plumada con la libertad de prensa.	[16, 861, 247, 903]
